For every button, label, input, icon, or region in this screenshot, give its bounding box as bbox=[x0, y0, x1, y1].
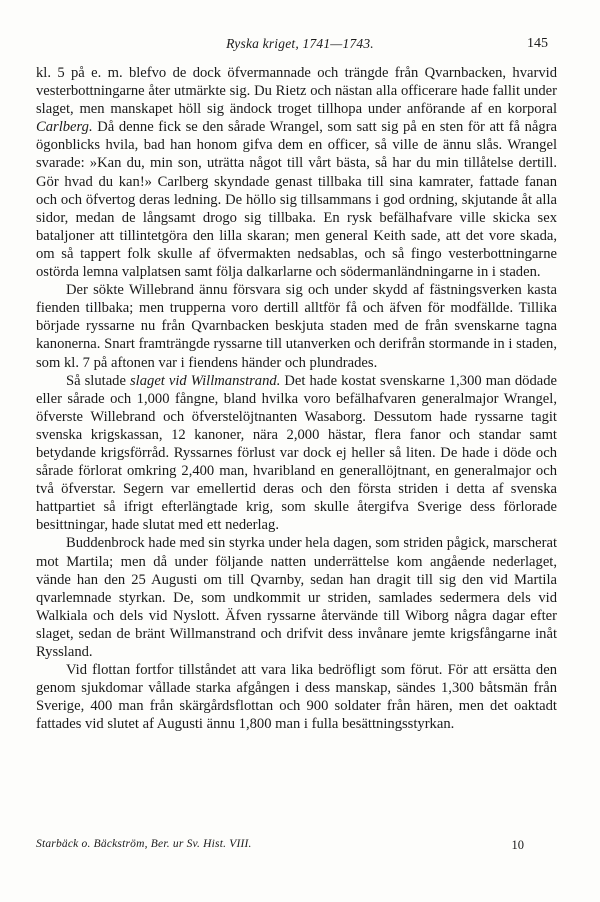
paragraph-1-name: Carlberg. bbox=[36, 119, 93, 136]
running-head bbox=[0, 36, 600, 56]
signature-mark: 10 bbox=[511, 838, 524, 852]
footer bbox=[36, 838, 548, 856]
paragraph-1-text-b: Då denne fick se den sårade Wrangel, som satt sig på en sten för att få några ögonblicks hvila, bad han honom gifva dem en officer, så ville de ännu slås. Wrangel svarade: »Kan du, min son, uträtta något till vårt bästa, så har du min tillåtelse dertill. Gör hvad du kan!» Carlberg skyndade genast tillbaka till sina kamrater, fattade fanan och och öfvertog deras ledning. De höllo sig tillsammans i god ordning, skjutande åt alla sidor, medan de långsamt drogo sig tillbaka. En rysk befälhafvare ville skicka sex bataljoner att tillintetgöra den lilla skaran; men general Keith sade, att det vore skada, om så tappert folk skulle af öfvermakten nedsablas, och så fingo vesterbottningarne ostörda lemna valplatsen samt följa dalkarlarne och södermanländningarne in i staden. bbox=[36, 119, 557, 281]
paragraph-1 bbox=[36, 64, 557, 281]
paragraph-3-text-a: Så slutade bbox=[66, 372, 130, 389]
footer-source: Starbäck o. Bäckström, Ber. ur Sv. Hist. VIII. bbox=[36, 838, 252, 850]
body-text bbox=[36, 64, 557, 733]
paragraph-2: Der sökte Willebrand ännu försvara sig och under skydd af fästningsverken kasta fienden tillbaka; men trupperna voro dertill alltför få och äfven för modfällde. Tillika började ryssarne nu från Qvarnbacken beskjuta staden med de från svenskarne tagna kanonerna. Snart framträngde ryssarne till utanverken och derifrån stormande in i staden, som kl. 7 på aftonen var i fiendens händer och plundrades. bbox=[36, 282, 557, 371]
paragraph-3-text-b: Det hade kostat svenskarne 1,300 man dödade eller sårade och 1,000 fångne, bland hvilka voro befälhafvaren generalmajor Wrangel, öfverste Willebrand och öfverstelöjtnanten Wasaborg. Dessutom hade ryssarne tagit svenska krigskassan, 12 kanoner, nära 2,000 hästar, flera fanor och standar samt betydande krigsförråd. Ryssarnes förlust var dock ej heller så liten. De hade i döde och sårade förlorat omkring 2,400 man, hvaribland en generallöjtnant, en generalmajor och två öfverstar. Segern var emellertid deras och den första striden i detta af svenska hattpartiet så ifrigt efterlängtade krig, som skulle återgifva Sverige dess förlorade besittningar, hade slutat med ett nederlag. bbox=[36, 372, 557, 534]
page-number: 145 bbox=[527, 36, 548, 51]
paragraph-4: Buddenbrock hade med sin styrka under hela dagen, som striden pågick, marscherat mot Martila; men då under följande natten underrättelse kom angående nederlaget, vände han den 25 Augusti om till Qvarnby, sedan han dragit till sig den vid Martila qvarlemnade styrkan. De, som undkommit ur striden, samlades sedermera dels vid Walkiala och dels vid Nyslott. Äfven ryssarne återvände till Wiborg några dagar efter slaget, sedan de bränt Willmanstrand och drifvit dess invånare jemte krigsfångarne inåt Ryssland. bbox=[36, 535, 557, 660]
paragraph-3 bbox=[36, 372, 557, 535]
paragraph-3-name: slaget vid Willmanstrand. bbox=[130, 372, 281, 389]
paragraph-1-text-a: kl. 5 på e. m. blefvo de dock öfvermannade och trängde från Qvarnbacken, hvarvid vesterbottningarne åter utmärkte sig. Du Rietz och nästan alla officerare hade fallit under slaget, men manskapet höll sig ändock troget tillhopa under anförande af en korporal bbox=[36, 65, 557, 118]
paragraph-5: Vid flottan fortfor tillståndet att vara lika bedröfligt som förut. För att ersätta den genom sjukdomar vållade starka afgången i dess manskap, sändes 1,300 båtsmän från Sverige, 400 man från skärgårdsflottan och 900 soldater från hären, men det oaktadt fattades vid slutet af Augusti ännu 1,800 man i fulla besättningsstyrkan. bbox=[36, 662, 557, 733]
running-title: Ryska kriget, 1741—1743. bbox=[226, 36, 374, 51]
